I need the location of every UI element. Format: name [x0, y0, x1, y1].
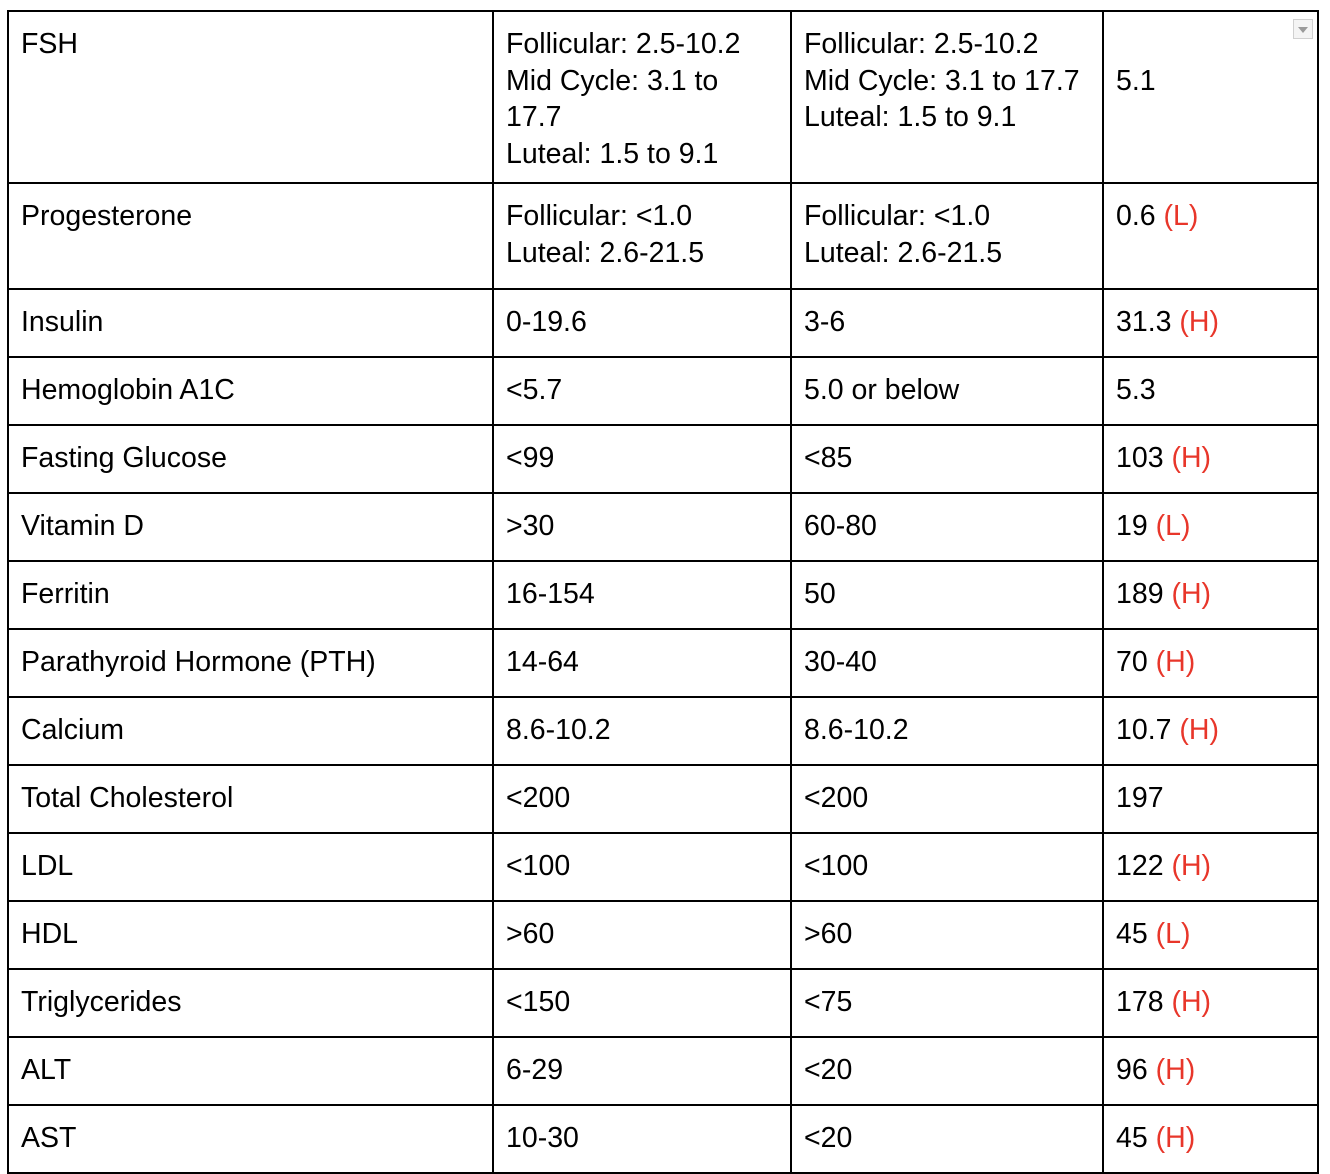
result-value: 70 — [1116, 646, 1148, 678]
result-cell[interactable] — [1103, 493, 1318, 561]
result-cell[interactable] — [1103, 1105, 1318, 1173]
result-cell[interactable] — [1103, 969, 1318, 1037]
result-value: 19 — [1116, 510, 1148, 542]
test-name-cell[interactable]: Total Cholesterol — [8, 765, 493, 833]
result-flag: (H) — [1155, 1122, 1196, 1154]
test-name-cell[interactable]: Hemoglobin A1C — [8, 357, 493, 425]
result-flag: (L) — [1155, 918, 1191, 950]
test-name-cell[interactable]: Parathyroid Hormone (PTH) — [8, 629, 493, 697]
result-value: 103 — [1116, 442, 1164, 474]
optimal-range-cell[interactable]: >60 — [791, 901, 1103, 969]
result-value: 5.3 — [1116, 374, 1156, 406]
test-name-cell[interactable]: AST — [8, 1105, 493, 1173]
result-cell[interactable] — [1103, 357, 1318, 425]
result-flag: (H) — [1171, 578, 1212, 610]
test-name-cell[interactable]: Ferritin — [8, 561, 493, 629]
standard-range-cell[interactable]: 14-64 — [493, 629, 791, 697]
result-flag: (H) — [1171, 986, 1212, 1018]
result-value: 5.1 — [1116, 64, 1156, 97]
optimal-range-cell[interactable]: 3-6 — [791, 289, 1103, 357]
result-value: 96 — [1116, 1054, 1148, 1086]
test-name-cell[interactable]: Calcium — [8, 697, 493, 765]
test-name-cell[interactable]: LDL — [8, 833, 493, 901]
result-flag: (H) — [1171, 850, 1212, 882]
standard-range-cell[interactable]: <5.7 — [493, 357, 791, 425]
result-cell[interactable] — [1103, 289, 1318, 357]
result-value: 45 — [1116, 918, 1148, 950]
optimal-range-cell[interactable]: 5.0 or below — [791, 357, 1103, 425]
table-row — [8, 357, 1318, 425]
table-row — [8, 765, 1318, 833]
table-row — [8, 901, 1318, 969]
optimal-range-cell[interactable]: <75 — [791, 969, 1103, 1037]
table-row — [8, 183, 1318, 289]
result-value: 189 — [1116, 578, 1164, 610]
result-flag: (H) — [1171, 442, 1212, 474]
result-flag: (H) — [1179, 306, 1219, 338]
test-name-cell[interactable]: ALT — [8, 1037, 493, 1105]
chevron-down-icon[interactable] — [1293, 19, 1313, 39]
standard-range-cell[interactable]: 0-19.6 — [493, 289, 791, 357]
result-value: 45 — [1116, 1122, 1148, 1154]
result-cell[interactable] — [1103, 11, 1318, 183]
test-name-cell[interactable]: Fasting Glucose — [8, 425, 493, 493]
standard-range-cell[interactable]: 16-154 — [493, 561, 791, 629]
optimal-range-cell[interactable]: <100 — [791, 833, 1103, 901]
optimal-range-cell[interactable]: 30-40 — [791, 629, 1103, 697]
optimal-range-cell[interactable]: <20 — [791, 1037, 1103, 1105]
standard-range-cell[interactable]: >60 — [493, 901, 791, 969]
test-name-cell[interactable]: HDL — [8, 901, 493, 969]
standard-range-cell[interactable]: Follicular: 2.5-10.2 Mid Cycle: 3.1 to 17.7 Luteal: 1.5 to 9.1 — [493, 11, 791, 183]
optimal-range-cell[interactable]: <200 — [791, 765, 1103, 833]
result-flag: (H) — [1155, 1054, 1196, 1086]
optimal-range-cell[interactable]: Follicular: <1.0 Luteal: 2.6-21.5 — [791, 183, 1103, 289]
result-cell[interactable] — [1103, 425, 1318, 493]
table-row — [8, 289, 1318, 357]
optimal-range-cell[interactable]: <85 — [791, 425, 1103, 493]
standard-range-cell[interactable]: <150 — [493, 969, 791, 1037]
result-flag: (L) — [1155, 510, 1191, 542]
table-row — [8, 425, 1318, 493]
test-name-cell[interactable]: Insulin — [8, 289, 493, 357]
result-cell[interactable] — [1103, 833, 1318, 901]
result-value: 178 — [1116, 986, 1164, 1018]
optimal-range-cell[interactable]: 8.6-10.2 — [791, 697, 1103, 765]
optimal-range-cell[interactable]: 50 — [791, 561, 1103, 629]
table-row — [8, 561, 1318, 629]
optimal-range-cell[interactable]: 60-80 — [791, 493, 1103, 561]
standard-range-cell[interactable]: <200 — [493, 765, 791, 833]
standard-range-cell[interactable]: 6-29 — [493, 1037, 791, 1105]
test-name-cell[interactable]: FSH — [8, 11, 493, 183]
result-cell[interactable] — [1103, 1037, 1318, 1105]
result-cell[interactable] — [1103, 629, 1318, 697]
lab-results-table — [7, 10, 1319, 1174]
standard-range-cell[interactable]: Follicular: <1.0 Luteal: 2.6-21.5 — [493, 183, 791, 289]
table-row — [8, 697, 1318, 765]
standard-range-cell[interactable]: >30 — [493, 493, 791, 561]
result-value: 0.6 — [1116, 200, 1156, 232]
test-name-cell[interactable]: Progesterone — [8, 183, 493, 289]
result-flag: (H) — [1155, 646, 1196, 678]
table-row — [8, 969, 1318, 1037]
standard-range-cell[interactable]: 8.6-10.2 — [493, 697, 791, 765]
result-value: 31.3 — [1116, 306, 1172, 338]
result-cell[interactable] — [1103, 765, 1318, 833]
result-cell[interactable] — [1103, 183, 1318, 289]
table-row — [8, 493, 1318, 561]
optimal-range-cell[interactable]: <20 — [791, 1105, 1103, 1173]
test-name-cell[interactable]: Triglycerides — [8, 969, 493, 1037]
table-row — [8, 833, 1318, 901]
standard-range-cell[interactable]: <99 — [493, 425, 791, 493]
table-row — [8, 1037, 1318, 1105]
table-row — [8, 629, 1318, 697]
result-value: 10.7 — [1116, 714, 1172, 746]
result-cell[interactable] — [1103, 901, 1318, 969]
result-cell[interactable] — [1103, 561, 1318, 629]
result-value: 197 — [1116, 782, 1164, 814]
standard-range-cell[interactable]: <100 — [493, 833, 791, 901]
result-value: 122 — [1116, 850, 1164, 882]
table-row — [8, 11, 1318, 183]
result-flag: (H) — [1179, 714, 1219, 746]
test-name-cell[interactable]: Vitamin D — [8, 493, 493, 561]
table-row — [8, 1105, 1318, 1173]
result-flag: (L) — [1163, 200, 1199, 232]
optimal-range-cell[interactable]: Follicular: 2.5-10.2 Mid Cycle: 3.1 to 17.7 Luteal: 1.5 to 9.1 — [791, 11, 1103, 183]
result-cell[interactable] — [1103, 697, 1318, 765]
standard-range-cell[interactable]: 10-30 — [493, 1105, 791, 1173]
